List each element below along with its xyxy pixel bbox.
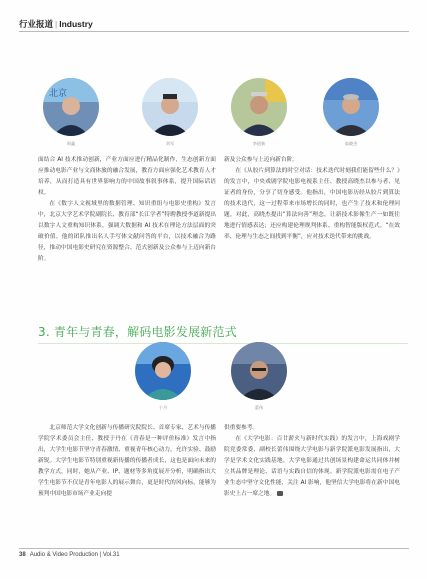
section-title: 3. 青年与青春，解码电影发展新范式 bbox=[38, 325, 237, 339]
paragraph: 新及公众参与上迈向新台阶。 bbox=[224, 157, 298, 163]
publication-name: Audio & Video Production bbox=[29, 552, 98, 558]
svg-text:北京: 北京 bbox=[49, 89, 68, 99]
photo-caption: 刘军 bbox=[165, 141, 175, 146]
column-right-top bbox=[224, 155, 400, 243]
header-category: 行业报道 bbox=[19, 19, 54, 29]
paragraph-text: 在《大学电影：百廿薪火与新时代实践》的发言中，上海戏剧学院党委常委、副校长蕾伟围绕大学电影与新学院派电影发展指出，大学是学术文化实践基地。大学电影通过共创场景构建命运共同体并树立其品牌是理论、话语与实践自信的体现。新学院派电影需在电子产业生态中坚守文化性能，关注 AI 影响，他坚信大学电影将在新中国电影史上占一席之地。 bbox=[224, 436, 400, 497]
header-separator: | bbox=[55, 19, 58, 29]
column-left-bottom bbox=[38, 423, 216, 500]
portrait-photo bbox=[323, 78, 379, 136]
photo-caption: 蕾伟 bbox=[254, 405, 264, 410]
portrait-photo bbox=[43, 78, 99, 136]
header bbox=[19, 18, 93, 30]
photo-caption: 李道新 bbox=[252, 141, 266, 146]
column-right-bottom bbox=[224, 423, 400, 500]
issue-volume: Vol.31 bbox=[102, 552, 120, 558]
photo-caption: 周鑫 bbox=[66, 141, 76, 146]
header-category-en: Industry bbox=[59, 19, 93, 29]
page-number: 38 bbox=[19, 552, 26, 558]
paragraph: 在《数字人文视域里的数据管理、知识重组与电影史重构》发言中，北京大学艺术学院副院长、教育部“长江学者”特聘教授李道新提出以数字人文重构知识体系，强调大数据和 AI 技术在理论方法层面的突破价值。他的团队推出名人手写体文献问答的平台，以技术融合为路径，推动中国电影史研究在资源整合、范式创新及公众参与上迈向新台阶。 bbox=[38, 201, 216, 262]
portrait-photo bbox=[231, 342, 287, 400]
column-left-top bbox=[38, 155, 216, 265]
paragraph bbox=[224, 434, 400, 500]
section-divider bbox=[38, 343, 408, 344]
portrait-photo bbox=[231, 78, 287, 136]
end-mark-icon bbox=[277, 491, 283, 496]
photo-caption: 于丹 bbox=[158, 405, 168, 410]
header-rule bbox=[19, 31, 409, 32]
paragraph: 供重要参考。 bbox=[224, 425, 259, 431]
paragraph: 面结合 AI 技术推动创新，产业方面应进行精品化制作，生态创新方面应推动电影产业与文商体旅的融合发展，教育方面应强化艺术教育人才培养，从而打造具有世界影响力的中国故事叙事体系，提升国际话语权。 bbox=[38, 157, 216, 196]
portrait-photo bbox=[142, 78, 198, 136]
footer-rule bbox=[19, 548, 409, 549]
paragraph: 北京师范大学文化创新与传播研究院院长、首席专家、艺术与传播学院学术委员会主任、教授于丹在《青春是一种评价标准》发言中指出，大学生电影节坚守青春激情、重视青年核心动力，允许实验、鼓励新锐。大学生电影节特别重视新传播的传播者成长，这也是面向未来的教学方式。同时，她从产业、IP、题材等多角度展开分析，明确指出大学生电影节不仅是青年电影人的展示舞台，更是时代的风向标，能够为预判中国电影市场产业走向提 bbox=[38, 425, 216, 497]
footer: 38 Audio & Video Production | Vol.31 bbox=[19, 552, 120, 558]
portrait-photo bbox=[135, 342, 191, 400]
photo-caption: 高晓杰 bbox=[344, 141, 358, 146]
paragraph: 在《从胶片到算法的时空对话：技术迭代时刻我们能留些什么？》的发言中，中央戏剧学院电影电视系主任、教授高晓杰以参与者、见证者的身份，分享了切身感受。他指出，中国电影历经从胶片到算法的技术迭代，这一过程带来市场增长的同时，也产生了技术和伦理问题。对此，高晓杰提出“算法向善”理念，让新技术影像生产一如既往地进行情感表达；还应构建伦理规判体系、重构智能版权范式。“在效率、伦理与生态之间找到平衡”，应对技术迭代带来的挑战。 bbox=[224, 168, 400, 240]
